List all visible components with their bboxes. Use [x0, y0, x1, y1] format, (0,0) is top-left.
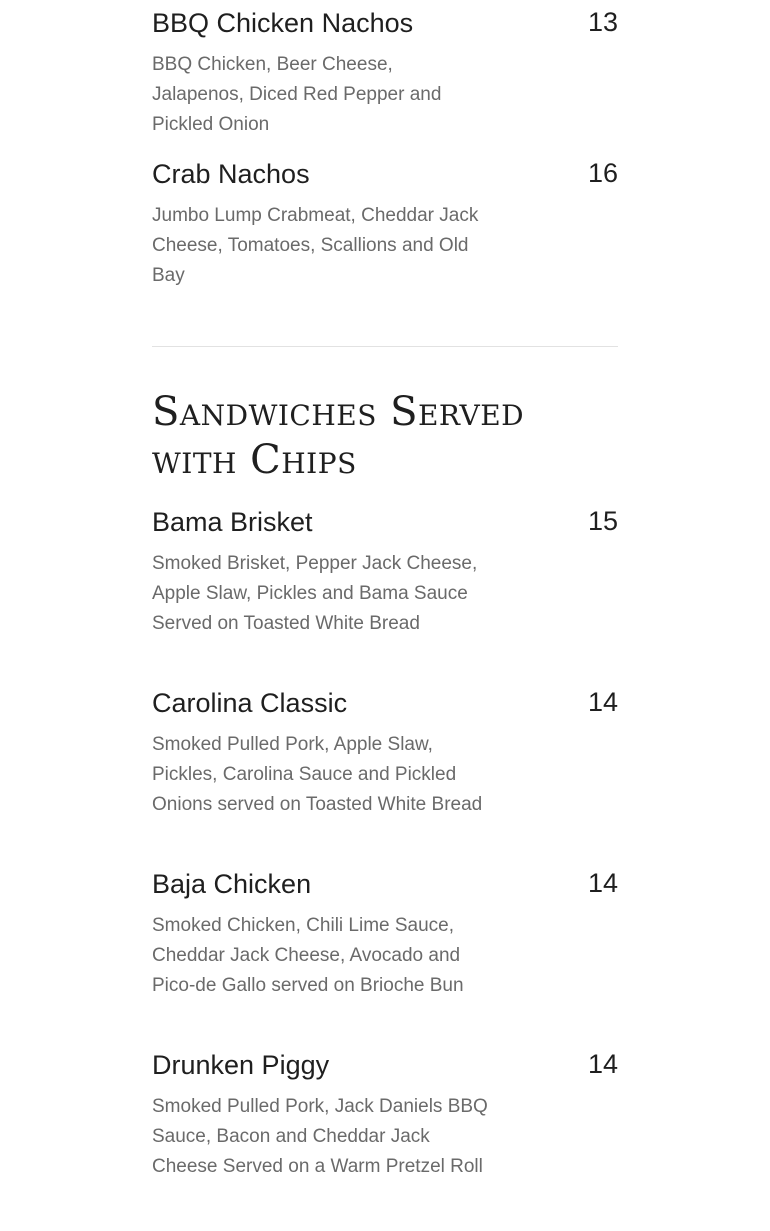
- item-price: 13: [587, 7, 618, 37]
- item-name: BBQ Chicken Nachos: [152, 8, 414, 38]
- item-description: Smoked Pulled Pork, Apple Slaw, Pickles, Carolina Sauce and Pickled Onions served on Toasted White Bread: [152, 734, 483, 815]
- section-title: Sandwiches Served with Chips: [152, 389, 525, 483]
- item-description: Smoked Brisket, Pepper Jack Cheese, Apple Slaw, Pickles and Bama Sauce Served on Toasted White Bread: [152, 553, 478, 634]
- menu-item-crab-nachos: [152, 157, 618, 291]
- item-name: Crab Nachos: [152, 159, 310, 189]
- menu-item-carolina-classic: [152, 686, 618, 820]
- item-name: Bama Brisket: [152, 507, 313, 537]
- item-description: Smoked Pulled Pork, Jack Daniels BBQ Sauce, Bacon and Cheddar Jack Cheese Served on a Warm Pretzel Roll: [152, 1096, 488, 1177]
- menu-item-baja-chicken: [152, 867, 618, 1001]
- item-name: Carolina Classic: [152, 688, 348, 718]
- item-price: 14: [587, 1049, 618, 1079]
- item-price: 14: [587, 687, 618, 717]
- item-name: Baja Chicken: [152, 869, 312, 899]
- section-divider: [152, 346, 618, 347]
- item-description: Smoked Chicken, Chili Lime Sauce, Cheddar Jack Cheese, Avocado and Pico-de Gallo served on Brioche Bun: [152, 915, 464, 996]
- menu-item-bama-brisket: [152, 505, 618, 639]
- item-price: 16: [587, 158, 618, 188]
- menu-item-drunken-piggy: [152, 1048, 618, 1182]
- item-name: Drunken Piggy: [152, 1050, 330, 1080]
- item-price: 14: [587, 868, 618, 898]
- item-description: Jumbo Lump Crabmeat, Cheddar Jack Cheese, Tomatoes, Scallions and Old Bay: [152, 205, 479, 286]
- item-description: BBQ Chicken, Beer Cheese, Jalapenos, Diced Red Pepper and Pickled Onion: [152, 54, 442, 135]
- item-price: 15: [587, 506, 618, 536]
- menu-item-bbq-chicken-nachos: [152, 6, 618, 140]
